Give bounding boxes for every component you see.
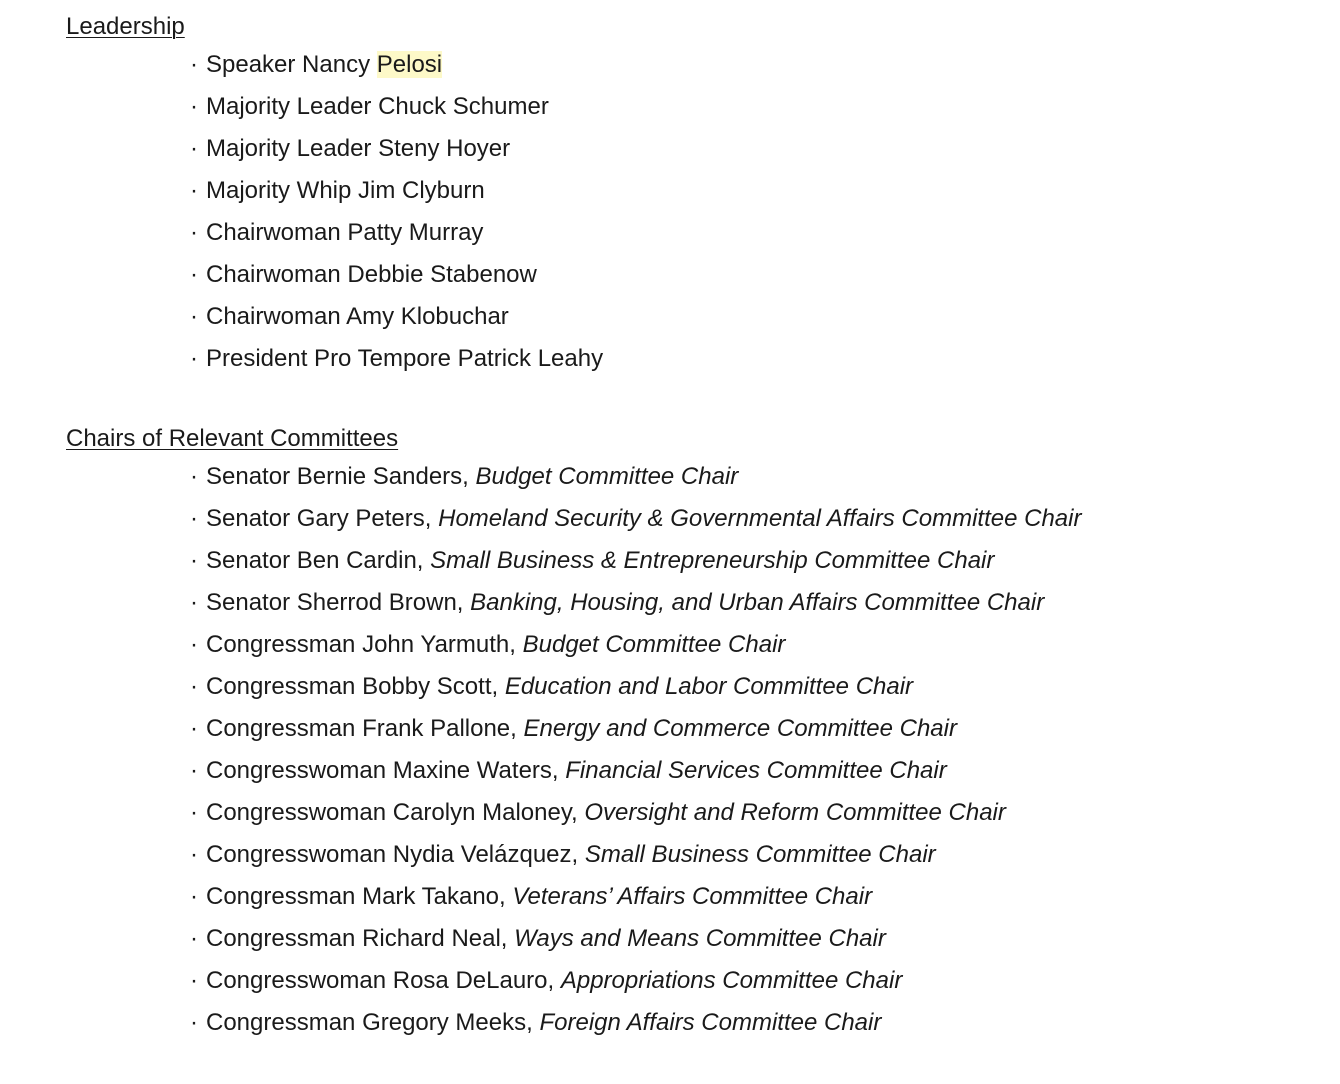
- list-item: [190, 841, 1081, 883]
- committee-role: Education and Labor Committee Chair: [504, 673, 914, 700]
- bullet: ·: [190, 967, 198, 994]
- list-item: [190, 51, 603, 93]
- bullet: ·: [190, 673, 198, 700]
- committee-role: Small Business Committee Chair: [584, 841, 936, 868]
- leadership-list: [190, 51, 603, 387]
- bullet: ·: [190, 261, 198, 288]
- bullet: ·: [190, 757, 198, 784]
- bullet: ·: [190, 589, 198, 616]
- list-item: [190, 261, 603, 303]
- committees-list: [190, 463, 1081, 1051]
- bullet: ·: [190, 547, 198, 574]
- list-item: [190, 925, 1081, 967]
- member-name: Congressman Mark Takano,: [206, 883, 513, 910]
- bullet: ·: [190, 505, 198, 532]
- bullet: ·: [190, 1009, 198, 1036]
- bullet: ·: [190, 841, 198, 868]
- bullet: ·: [190, 177, 198, 204]
- member-name: Senator Sherrod Brown,: [206, 589, 471, 616]
- item-text: Majority Leader Chuck Schumer: [206, 93, 549, 120]
- committee-role: Oversight and Reform Committee Chair: [584, 799, 1006, 826]
- member-name: Congresswoman Nydia Velázquez,: [206, 841, 585, 868]
- member-name: Senator Ben Cardin,: [206, 547, 431, 574]
- committee-role: Appropriations Committee Chair: [560, 967, 903, 994]
- list-item: [190, 135, 603, 177]
- list-item: [190, 631, 1081, 673]
- list-item: [190, 177, 603, 219]
- list-item: [190, 967, 1081, 1009]
- committee-role: Veterans’ Affairs Committee Chair: [512, 883, 873, 910]
- bullet: ·: [190, 219, 198, 246]
- member-name: Congressman John Yarmuth,: [206, 631, 523, 658]
- list-item: [190, 757, 1081, 799]
- bullet: ·: [190, 925, 198, 952]
- committee-role: Financial Services Committee Chair: [565, 757, 947, 784]
- bullet: ·: [190, 135, 198, 162]
- bullet: ·: [190, 303, 198, 330]
- list-item: [190, 799, 1081, 841]
- list-item: [190, 219, 603, 261]
- member-name: Congresswoman Rosa DeLauro,: [206, 967, 561, 994]
- member-name: Congresswoman Maxine Waters,: [206, 757, 566, 784]
- member-name: Congressman Richard Neal,: [206, 925, 515, 952]
- committee-role: Budget Committee Chair: [475, 463, 739, 490]
- item-text: Majority Leader Steny Hoyer: [206, 135, 511, 162]
- member-name: Congressman Gregory Meeks,: [206, 1009, 540, 1036]
- list-item: [190, 303, 603, 345]
- item-text: Chairwoman Amy Klobuchar: [206, 303, 509, 330]
- member-name: Senator Gary Peters,: [206, 505, 439, 532]
- leadership-heading: Leadership: [66, 13, 185, 40]
- list-item: [190, 547, 1081, 589]
- item-text: Speaker Nancy: [206, 51, 377, 78]
- list-item: [190, 589, 1081, 631]
- item-text: Chairwoman Debbie Stabenow: [206, 261, 537, 288]
- highlighted-text: Pelosi: [376, 51, 443, 78]
- committee-role: Energy and Commerce Committee Chair: [523, 715, 957, 742]
- item-text: Chairwoman Patty Murray: [206, 219, 484, 246]
- list-item: [190, 463, 1081, 505]
- committee-role: Banking, Housing, and Urban Affairs Committee Chair: [470, 589, 1045, 616]
- item-text: President Pro Tempore Patrick Leahy: [206, 345, 604, 372]
- bullet: ·: [190, 883, 198, 910]
- committee-role: Homeland Security & Governmental Affairs Committee Chair: [438, 505, 1082, 532]
- committees-heading: Chairs of Relevant Committees: [66, 425, 399, 452]
- list-item: [190, 93, 603, 135]
- list-item: [190, 345, 603, 387]
- bullet: ·: [190, 51, 198, 78]
- bullet: ·: [190, 93, 198, 120]
- item-text: Majority Whip Jim Clyburn: [206, 177, 485, 204]
- member-name: Congresswoman Carolyn Maloney,: [206, 799, 585, 826]
- list-item: [190, 673, 1081, 715]
- member-name: Congressman Bobby Scott,: [206, 673, 505, 700]
- bullet: ·: [190, 631, 198, 658]
- bullet: ·: [190, 345, 198, 372]
- committee-role: Ways and Means Committee Chair: [514, 925, 886, 952]
- bullet: ·: [190, 463, 198, 490]
- committee-role: Foreign Affairs Committee Chair: [539, 1009, 882, 1036]
- committee-role: Small Business & Entrepreneurship Committee Chair: [430, 547, 995, 574]
- bullet: ·: [190, 799, 198, 826]
- list-item: [190, 715, 1081, 757]
- list-item: [190, 505, 1081, 547]
- member-name: Senator Bernie Sanders,: [206, 463, 476, 490]
- committee-role: Budget Committee Chair: [522, 631, 786, 658]
- member-name: Congressman Frank Pallone,: [206, 715, 524, 742]
- list-item: [190, 1009, 1081, 1051]
- list-item: [190, 883, 1081, 925]
- bullet: ·: [190, 715, 198, 742]
